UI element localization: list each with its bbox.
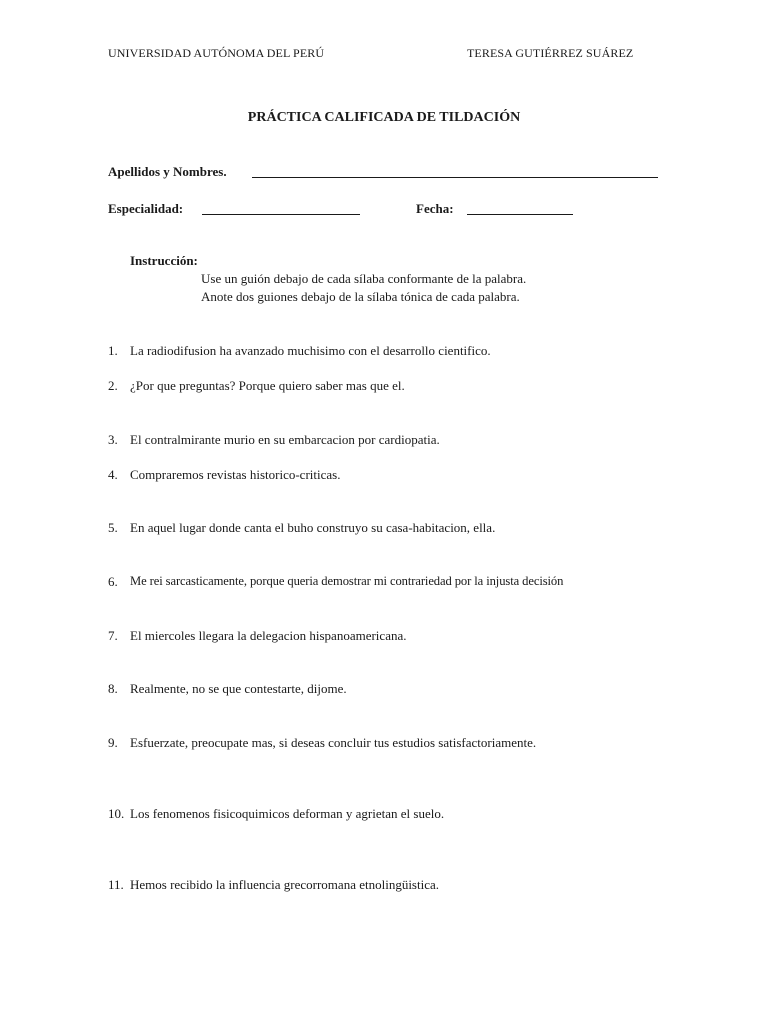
item-number: 8. [108, 681, 118, 696]
item-number: 11. [108, 877, 124, 892]
date-blank-line [467, 214, 573, 215]
item-number: 10. [108, 806, 125, 821]
item-text: El contralmirante murio en su embarcacion por cardiopatia. [130, 432, 440, 447]
exercise-item [0, 343, 768, 361]
item-text: En aquel lugar donde canta el buho construyo su casa-habitacion, ella. [130, 520, 496, 535]
exercise-item [0, 681, 768, 699]
item-text: Esfuerzate, preocupate mas, si deseas concluir tus estudios satisfactoriamente. [130, 735, 537, 750]
exercise-item [0, 520, 768, 538]
header-institution: UNIVERSIDAD AUTÓNOMA DEL PERÚ [108, 46, 325, 60]
item-text: El miercoles llegara la delegacion hispanoamericana. [130, 628, 407, 643]
item-text: Hemos recibido la influencia grecorromana etnolingüistica. [130, 877, 439, 892]
specialty-label: Especialidad: [108, 201, 184, 216]
item-number: 9. [108, 735, 118, 750]
item-text: Me rei sarcasticamente, porque queria demostrar mi contrariedad por la injusta decisión [130, 574, 564, 588]
item-number: 3. [108, 432, 118, 447]
item-number: 1. [108, 343, 118, 358]
exercise-item [0, 806, 768, 824]
instruction-heading: Instrucción: [130, 253, 198, 268]
item-number: 4. [108, 467, 118, 482]
item-text: La radiodifusion ha avanzado muchisimo con el desarrollo cientifico. [130, 343, 491, 358]
exercise-item [0, 432, 768, 450]
instruction-line: Anote dos guiones debajo de la sílaba tónica de cada palabra. [201, 289, 520, 304]
exercise-item [0, 735, 768, 753]
item-text: Los fenomenos fisicoquimicos deforman y agrietan el suelo. [130, 806, 445, 821]
date-label: Fecha: [416, 201, 454, 216]
exercise-item [0, 467, 768, 485]
name-blank-line [252, 177, 658, 178]
page-title: PRÁCTICA CALIFICADA DE TILDACIÓN [247, 110, 521, 125]
item-number: 6. [108, 574, 118, 589]
specialty-blank-line [202, 214, 360, 215]
header-author: TERESA GUTIÉRREZ SUÁREZ [467, 46, 634, 60]
name-label: Apellidos y Nombres. [108, 164, 227, 179]
item-text: Realmente, no se que contestarte, dijome. [130, 681, 347, 696]
exercise-item [0, 378, 768, 396]
exercise-item [0, 628, 768, 646]
exercise-item [0, 574, 768, 592]
item-text: ¿Por que preguntas? Porque quiero saber mas que el. [130, 378, 405, 393]
item-text: Compraremos revistas historico-criticas. [130, 467, 341, 482]
exercise-item [0, 877, 768, 895]
item-number: 5. [108, 520, 118, 535]
item-number: 2. [108, 378, 118, 393]
item-number: 7. [108, 628, 118, 643]
instruction-line: Use un guión debajo de cada sílaba conformante de la palabra. [201, 271, 527, 286]
